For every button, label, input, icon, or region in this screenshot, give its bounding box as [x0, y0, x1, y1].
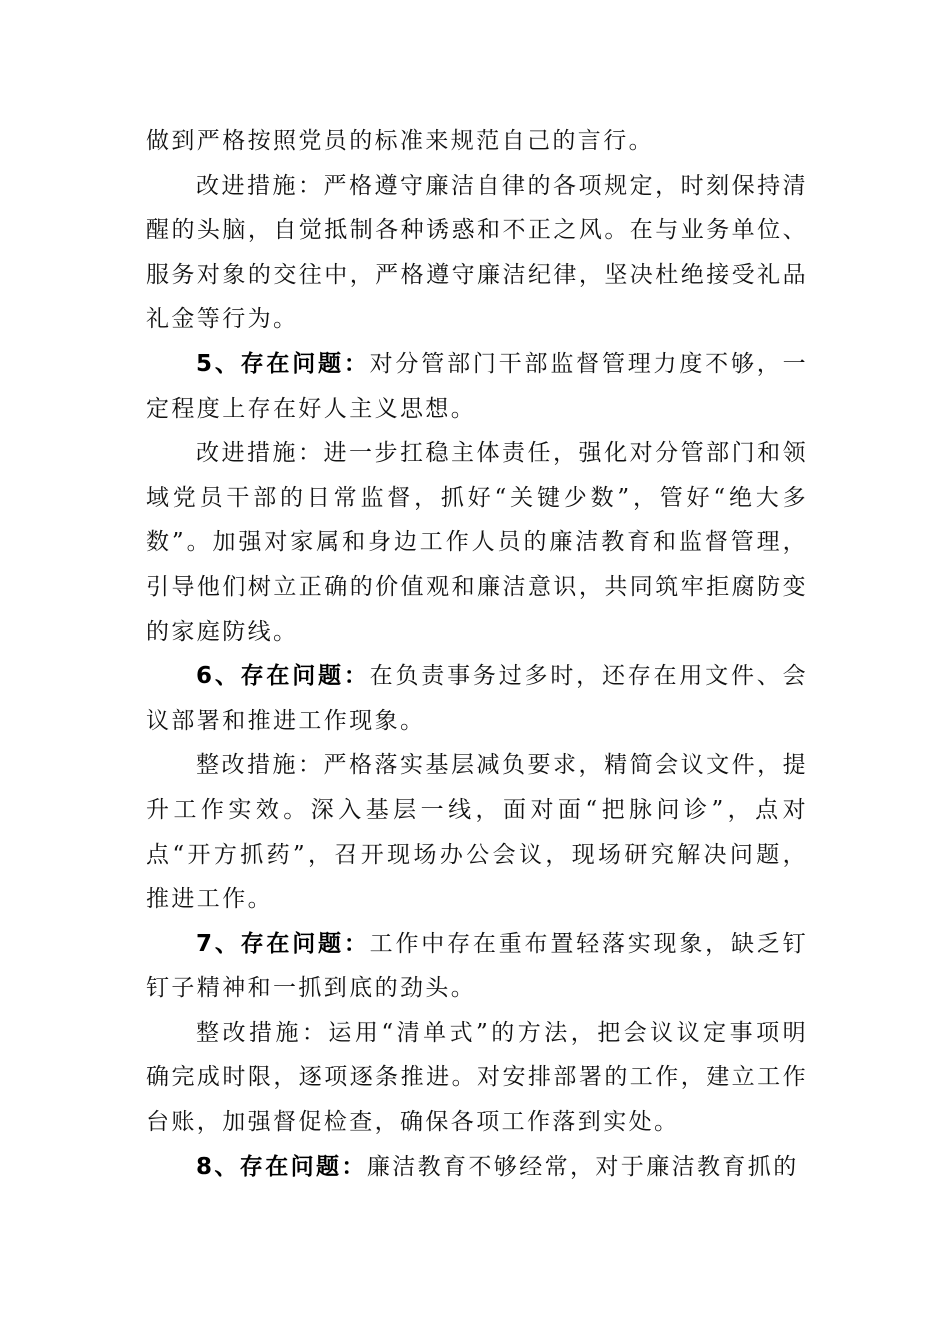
paragraph-1: [146, 119, 808, 164]
issue-label: 、存在问题：: [214, 1153, 367, 1180]
issue-number: 5: [196, 350, 215, 377]
paragraph-text: 整改措施：运用“清单式”的方法，把会议议定事项明确完成时限，逐项逐条推进。对安排部署的工作，建立工作台账，加强督促检查，确保各项工作落到实处。: [146, 1019, 808, 1136]
issue-text: 廉洁教育不够经常，对于廉洁教育抓的: [366, 1153, 799, 1180]
measures-7: [146, 1011, 808, 1145]
issue-text: 工作中存在重布置轻落实现象，缺乏钉钉子精神和一抓到底的劲头。: [146, 930, 808, 1002]
issue-8: [146, 1145, 808, 1190]
paragraph-text: 改进措施：严格遵守廉洁自律的各项规定，时刻保持清醒的头脑，自觉抵制各种诱惑和不正之风。在与业务单位、服务对象的交往中，严格遵守廉洁纪律，坚决杜绝接受礼品礼金等行为。: [146, 172, 808, 333]
issue-label: 、存在问题：: [214, 350, 370, 377]
paragraph-text: 改进措施：进一步扛稳主体责任，强化对分管部门和领域党员干部的日常监督，抓好“关键少数”，管好“绝大多数”。加强对家属和身边工作人员的廉洁教育和监督管理，引导他们树立正确的价值观和廉洁意识，共同筑牢拒腐防变的家庭防线。: [146, 440, 808, 645]
issue-label: 、存在问题：: [214, 930, 370, 957]
issue-7: [146, 922, 808, 1011]
measures-5: [146, 431, 808, 654]
measures-6: [146, 743, 808, 921]
issue-number: 7: [196, 930, 215, 957]
paragraph-2-measures: [146, 164, 808, 342]
issue-text: 在负责事务过多时，还存在用文件、会议部署和推进工作现象。: [146, 663, 808, 734]
issue-6: [146, 654, 808, 743]
document-body: [146, 119, 808, 1189]
paragraph-text: 做到严格按照党员的标准来规范自己的言行。: [146, 128, 654, 154]
issue-number: 8: [196, 1153, 215, 1180]
issue-text: 对分管部门干部监督管理力度不够，一定程度上存在好人主义思想。: [146, 350, 808, 422]
issue-number: 6: [196, 663, 215, 690]
issue-5: [146, 342, 808, 431]
paragraph-text: 整改措施：严格落实基层减负要求，精简会议文件，提升工作实效。深入基层一线，面对面“把脉问诊”，点对点“开方抓药”，召开现场办公会议，现场研究解决问题，推进工作。: [146, 752, 808, 913]
issue-label: 、存在问题：: [214, 663, 370, 690]
